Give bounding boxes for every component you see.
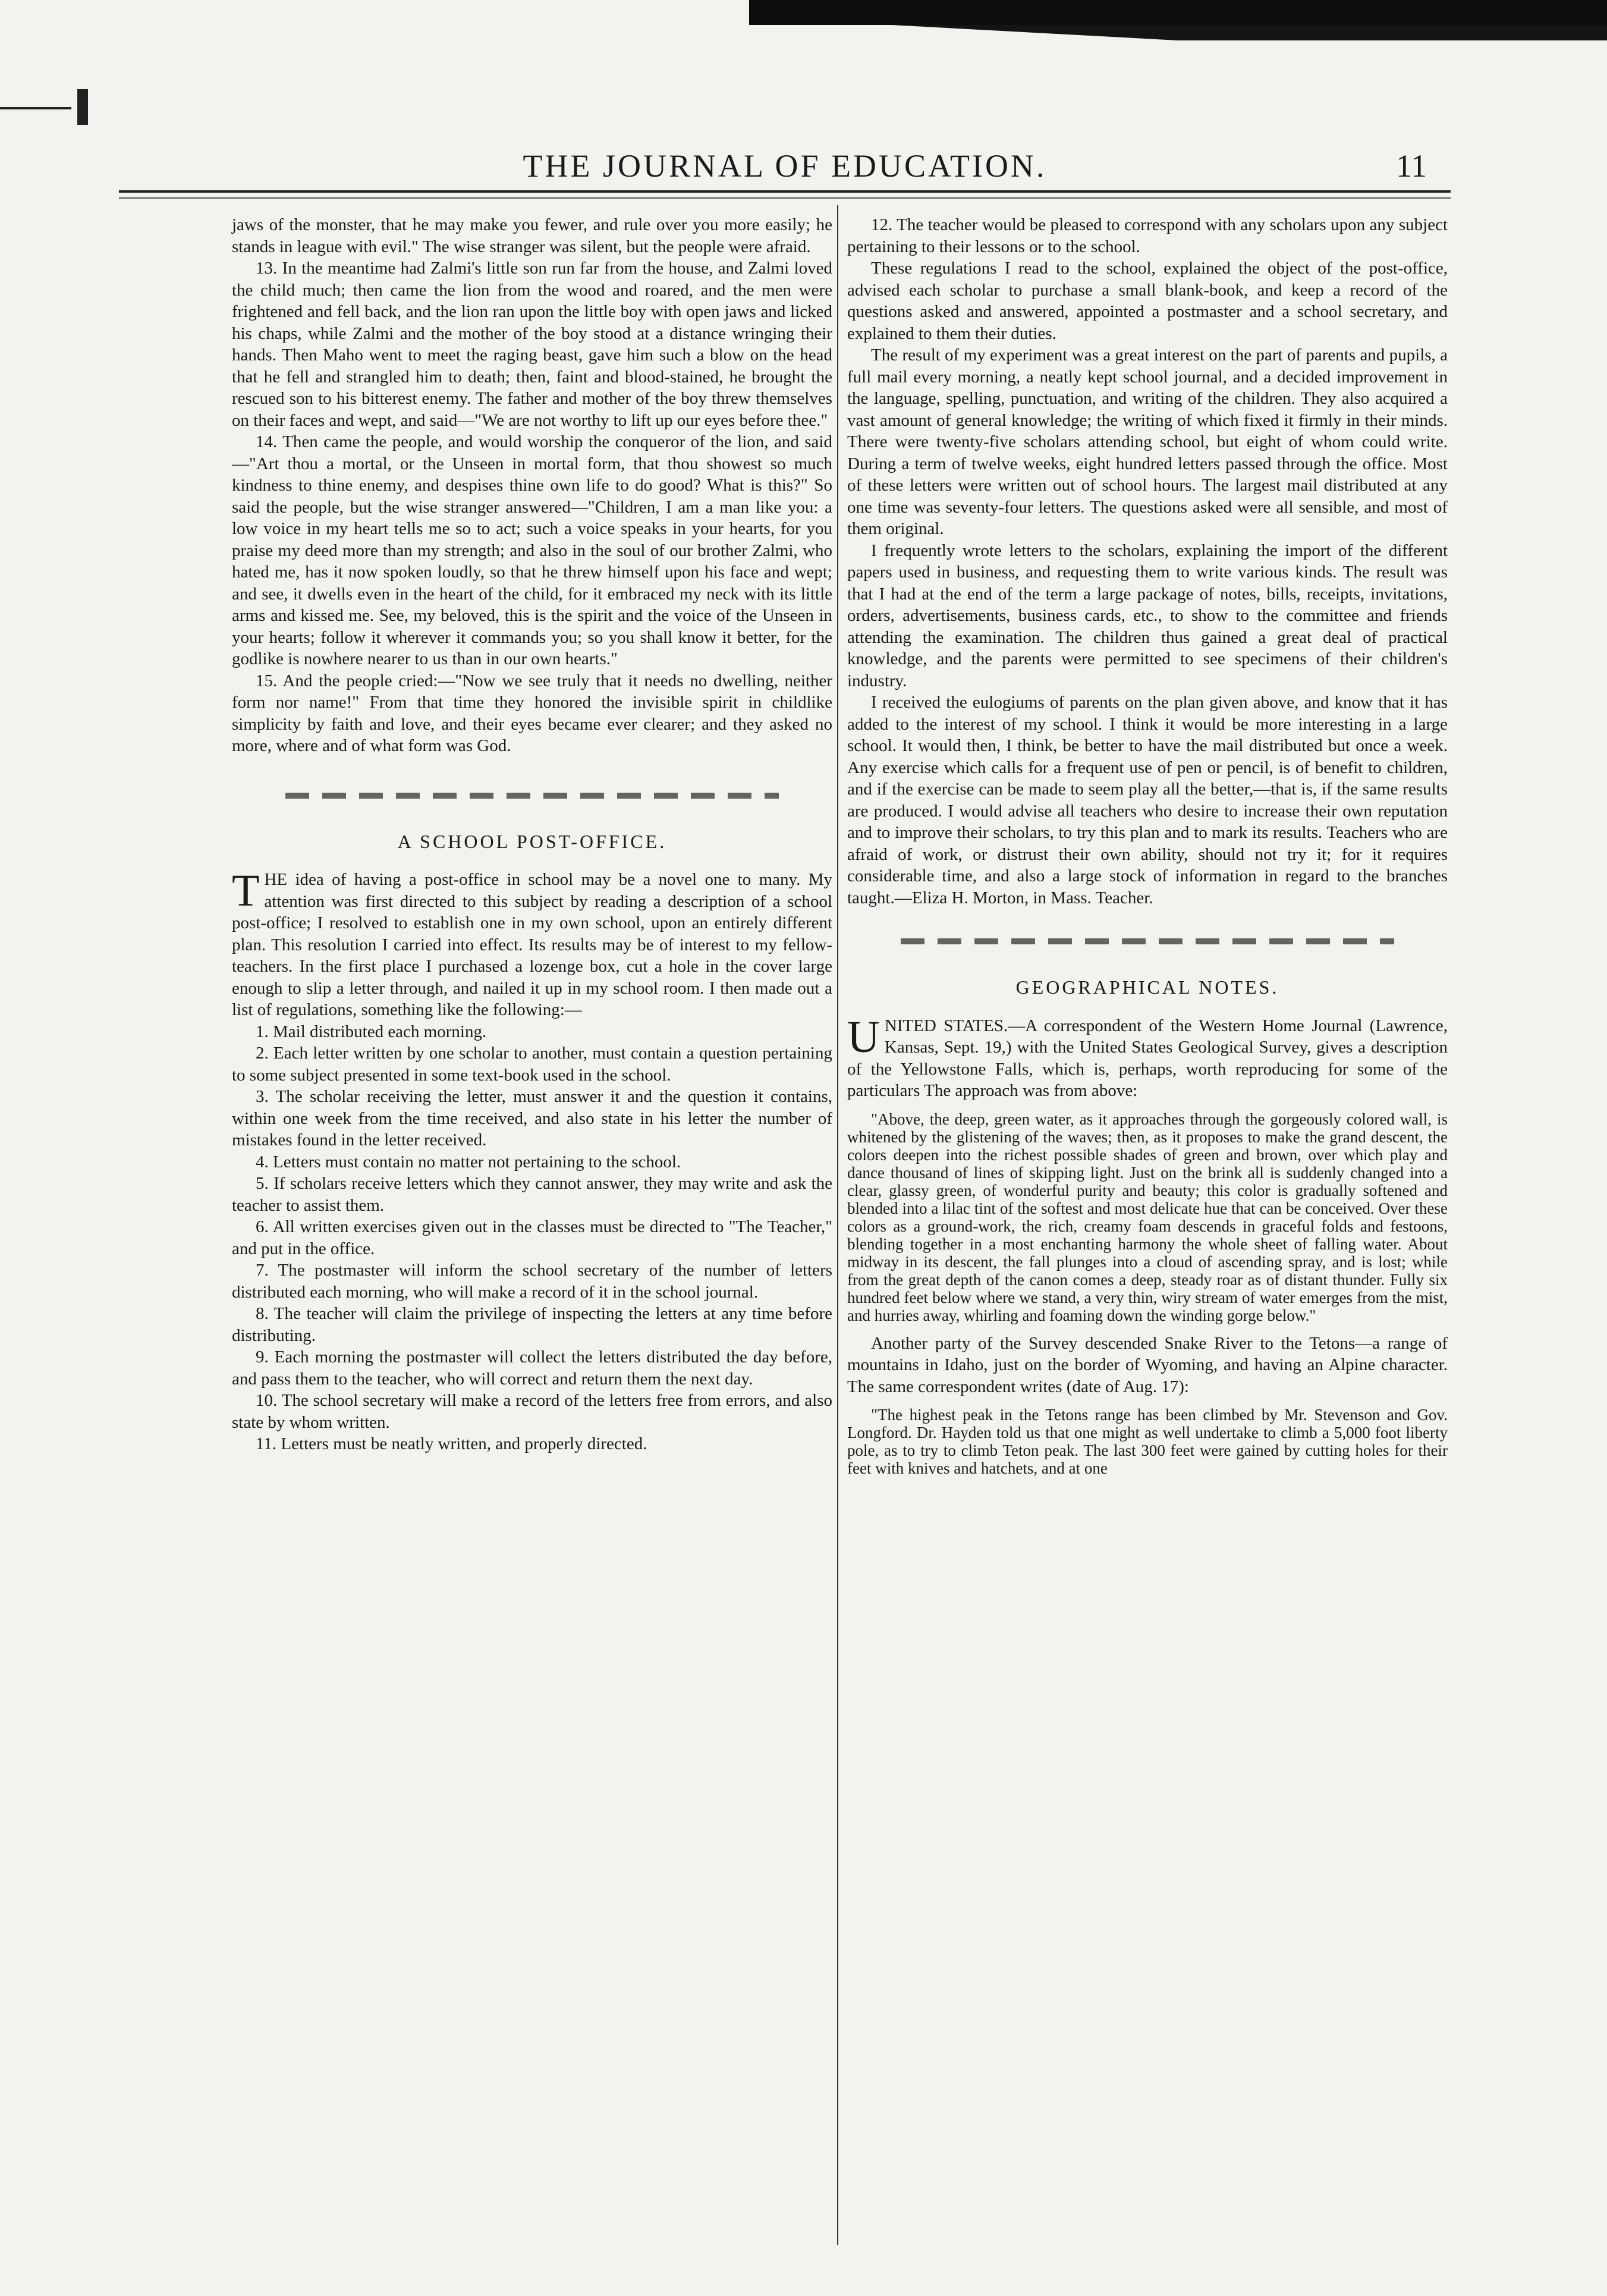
regulation-item: 9. Each morning the postmaster will collect the letters distributed the day before, and pass them to the teacher, who will correct and return them the next day. [232, 1348, 832, 1389]
header-rule [119, 190, 1451, 193]
regulation-item: 5. If scholars receive letters which they cannot answer, they may write and ask the teacher to assist them. [232, 1174, 832, 1215]
block-quote [847, 1110, 1448, 1324]
article-title: GEOGRAPHICAL NOTES. [1015, 976, 1279, 998]
article-intro [232, 866, 832, 1021]
block-quote [847, 1406, 1448, 1477]
drop-cap: U [847, 1012, 880, 1062]
intro-text: HE idea of having a post-office in school may be a novel one to many. My attention was first directed to this subject by reading a description of a school post-office; I resolved to establish one in my own school, upon an entirely different plan. This resolution I carried into effect. Its results may be of interest to my fellow-teachers. In the first place I purchased a lozenge box, cut a hole in the cover large enough to slip a letter through, and nailed it up in my school room. I then made out a list of regulations, something like the following:— [232, 870, 832, 1019]
regulation-item: 4. Letters must contain no matter not pertaining to the school. [256, 1152, 681, 1171]
story-paragraph: 15. And the people cried:—"Now we see truly that it needs no dwelling, neither form nor name!" From that time they honored the invisible spirit in childlike simplicity by faith and love, and their eyes became ever clearer; and they asked no more, where and of what form was God. [232, 671, 832, 755]
intro-text: NITED STATES.—A correspondent of the Western Home Journal (Lawrence, Kansas, Sept. 19,) with the United States Geological Survey, gives a description of the Yellowstone Falls, which is, perhaps, worth reproducing for some of the particulars The approach was from above: [847, 1016, 1448, 1100]
left-column [232, 214, 832, 1455]
story-paragraph: 14. Then came the people, and would worship the conqueror of the lion, and said—"Art thou a mortal, or the Unseen in mortal form, that thou showest so much kindness to thine enemy, and despises thine own life to do good? What is this?" So said the people, but the wise stranger answered—"Children, I am a man like you: a low voice in my heart tells me so to act; such a voice speaks in your hearts, for you praise my deed more than my strength; and also in the soul of our brother Zalmi, who hated me, has it now spoken loudly, so that he threw himself upon his face and wept; and see, it dwells even in the heart of the child, for it embraced my neck with its little arms and kissed me. See, my beloved, this is the spirit and the voice of the Unseen in your hearts; follow it wherever it commands you; so you shall know it better, for the godlike is nowhere nearer to us than in our own hearts." [232, 432, 832, 668]
regulation-item: 6. All written exercises given out in the classes must be directed to "The Teacher," and put in the office. [232, 1217, 832, 1258]
section-divider [901, 938, 1394, 944]
article-paragraph: Another party of the Survey descended Snake River to the Tetons—a range of mountains in Idaho, just on the border of Wyoming, and having an Alpine character. The same correspondent writes (date of Aug. 17): [847, 1333, 1448, 1396]
regulation-item: 10. The school secretary will make a record of the letters free from errors, and also state by whom written. [232, 1391, 832, 1432]
article-paragraph: I received the eulogiums of parents on the plan given above, and know that it has added to the interest of my school. I think it would be more interesting in a large school. It would then, I think, be better to have the mail distributed but once a week. Any exercise which calls for a frequent use of pen or pencil, is of benefit to children, and if the exercise can be made to seem play all the better,—that is, if the same results are produced. I would advise all teachers who desire to increase their own reputation and to improve their scholars, to try this plan and to mark its results. Teachers who are afraid of work, or distrust their own ability, should not try it; for it requires considerable time, and also a large stock of information in regard to the branches taught.—Eliza H. Morton, in Mass. Teacher. [847, 693, 1448, 907]
article-paragraph: I frequently wrote letters to the scholars, explaining the import of the different papers used in business, and requesting them to write various kinds. The result was that I had at the end of the term a large package of notes, bills, receipts, invitations, orders, advertisements, business cards, etc., to show to the committee and friends attending the examination. The children thus gained a great deal of practical knowledge, and the parents were permitted to see specimens of their children's industry. [847, 541, 1448, 690]
scan-edge-artifact [892, 25, 1607, 40]
journal-title: THE JOURNAL OF EDUCATION. [523, 148, 1047, 184]
drop-cap: T [232, 866, 260, 916]
regulation-item: 1. Mail distributed each morning. [256, 1022, 487, 1041]
header-rule [119, 197, 1451, 199]
article-paragraph: These regulations I read to the school, explained the object of the post-office, advised each scholar to purchase a small blank-book, and keep a record of the questions asked and answered, appointed a postmaster and a school secretary, and explained to them their duties. [847, 259, 1448, 343]
regulation-item: 8. The teacher will claim the privilege of inspecting the letters at any time before distributing. [232, 1304, 832, 1345]
article-title: A SCHOOL POST-OFFICE. [397, 830, 667, 852]
regulation-item: 3. The scholar receiving the letter, must answer it and the question it contains, within one week from the time received, and also state in his letter the number of mistakes found in the letter received. [232, 1087, 832, 1149]
story-paragraph: jaws of the monster, that he may make you fewer, and rule over you more easily; he stands in league with evil." The wise stranger was silent, but the people were afraid. [232, 215, 832, 256]
quote-text: "Above, the deep, green water, as it approaches through the gorgeously colored wall, is whitened by the glistening of the waves; then, as it proposes to make the grand descent, the colors deepen into the richest possible shades of green and brown, over which play and dance thousand of lines of skipping light. Just on the brink all is suddenly changed into a clear, glassy green, of wonderful purity and beauty; this color is gradually softened and blended into a lilac tint of the softest and most delicate hue that can be conceived. Over these colors as a ground-work, the rich, creamy foam descends in graceful folds and festoons, blending together in a most enchanting harmony the whole sheet of falling water. About midway in its descent, the fall plunges into a cloud of ascending spray, and is lost; while from the great depth of the canon comes a deep, steady roar as of distant thunder. Fully six hundred feet below where we stand, a very thin, wiry stream of water emerges from the mist, and hurries away, whirling and foaming down the winding gorge below." [847, 1110, 1448, 1324]
story-paragraph: 13. In the meantime had Zalmi's little son run far from the house, and Zalmi loved the child much; then came the lion from the wood and roared, and the men were frightened and fell back, and the lion ran upon the little boy with open jaws and licked his chaps, while Zalmi and the mother of the boy stood at a distance wringing their hands. Then Maho went to meet the raging beast, gave him such a blow on the head that he fell and strangled him to death; then, faint and blood-stained, he brought the rescued son to his bitterest enemy. The father and mother of the boy threw themselves on their faces and wept, and said—"We are not worthy to lift up our eyes before thee." [232, 259, 832, 430]
quote-text: "The highest peak in the Tetons range has been climbed by Mr. Stevenson and Gov. Longford. Dr. Hayden told us that one might as well undertake to climb a 5,000 foot liberty pole, as to try to climb Teton peak. The last 300 feet were gained by cutting holes for their feet with knives and hatchets, and at one [847, 1406, 1448, 1477]
page-number: 11 [1396, 148, 1427, 184]
regulation-item: 11. Letters must be neatly written, and properly directed. [256, 1434, 647, 1453]
regulation-item: 2. Each letter written by one scholar to another, must contain a question pertaining to some subject presented in some text-book used in the school. [232, 1044, 832, 1085]
article-paragraph: 12. The teacher would be pleased to correspond with any scholars upon any subject pertaining to their lessons or to the school. [847, 215, 1448, 256]
column-divider [837, 205, 838, 2245]
scan-margin-mark [0, 77, 101, 113]
page-header [119, 143, 1451, 190]
scan-edge-artifact [749, 0, 1607, 25]
article-paragraph: The result of my experiment was a great interest on the part of parents and pupils, a full mail every morning, a neatly kept school journal, and a decided improvement in the language, spelling, punctuation, and writing of the children. They also acquired a vast amount of general knowledge; the writing of which fixed it firmly in their minds. There were twenty-five scholars attending school, but eight of whom could write. During a term of twelve weeks, eight hundred letters passed through the office. Most of these letters were written out of school hours. The largest mail distributed at any one time was seventy-four letters. The questions asked were all sensible, and most of them original. [847, 346, 1448, 538]
regulation-item: 7. The postmaster will inform the school secretary of the number of letters distributed each morning, who will make a record of it in the school journal. [232, 1261, 832, 1302]
section-divider [285, 793, 779, 799]
article-intro [847, 1012, 1448, 1102]
right-column [847, 214, 1448, 1485]
